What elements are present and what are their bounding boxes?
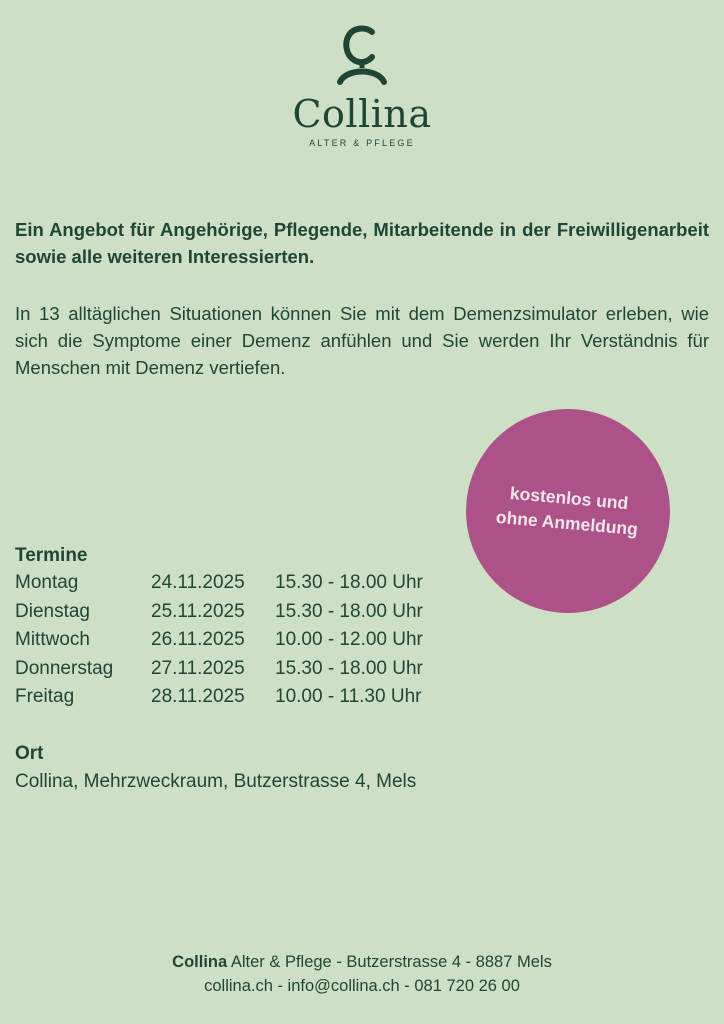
date-time: 10.00 - 12.00 Uhr xyxy=(275,629,423,650)
badge-text xyxy=(471,478,665,544)
date-row xyxy=(15,686,455,715)
date-day: Freitag xyxy=(15,686,75,707)
badge-line-2: ohne Anmeldung xyxy=(495,506,639,540)
date-day: Dienstag xyxy=(15,600,90,622)
date-date: 25.11.2025 xyxy=(151,600,245,622)
date-day: Montag xyxy=(15,572,79,593)
footer xyxy=(0,950,724,998)
intro-body: In 13 alltäglichen Situationen können Sie mit dem Demenzsimulator erleben, wie sich die Symptome einer Demenz anfühlen und Sie werden Ihr Verständnis für Menschen mit Demenz vertiefen. xyxy=(15,303,709,378)
date-day: Mittwoch xyxy=(15,629,90,650)
ort-heading: Ort xyxy=(15,743,44,764)
date-date: 27.11.2025 xyxy=(151,657,245,679)
date-row xyxy=(15,658,455,687)
collina-logo-icon xyxy=(332,24,392,86)
date-time: 15.30 - 18.00 Uhr xyxy=(275,600,423,622)
date-row xyxy=(15,629,455,658)
date-day: Donnerstag xyxy=(15,657,114,679)
logo-subtitle: ALTER & PFLEGE xyxy=(309,138,415,148)
free-badge xyxy=(466,409,670,613)
footer-line-1 xyxy=(0,950,724,974)
termine-heading: Termine xyxy=(15,545,88,566)
footer-address: Alter & Pflege - Butzerstrasse 4 - 8887 Mels xyxy=(227,953,552,971)
date-date: 24.11.2025 xyxy=(151,572,245,593)
date-row xyxy=(15,601,455,630)
intro-lead: Ein Angebot für Angehörige, Pflegende, Mitarbeitende in der Freiwilligenarbeit sowie alle weiteren Interessierten. xyxy=(15,219,709,267)
date-time: 15.30 - 18.00 Uhr xyxy=(275,572,423,593)
date-time: 15.30 - 18.00 Uhr xyxy=(275,657,423,679)
footer-line-2: collina.ch - info@collina.ch - 081 720 26 00 xyxy=(204,977,520,995)
date-date: 26.11.2025 xyxy=(151,629,245,650)
date-time: 10.00 - 11.30 Uhr xyxy=(275,686,422,707)
footer-brand: Collina xyxy=(172,953,228,971)
date-date: 28.11.2025 xyxy=(151,686,245,707)
date-row xyxy=(15,572,455,601)
dates-table xyxy=(15,572,455,715)
badge-line-1: kostenlos und xyxy=(509,482,630,514)
logo xyxy=(0,24,724,148)
logo-name: Collina xyxy=(292,92,432,136)
ort-text: Collina, Mehrzweckraum, Butzerstrasse 4, Mels xyxy=(15,771,417,792)
